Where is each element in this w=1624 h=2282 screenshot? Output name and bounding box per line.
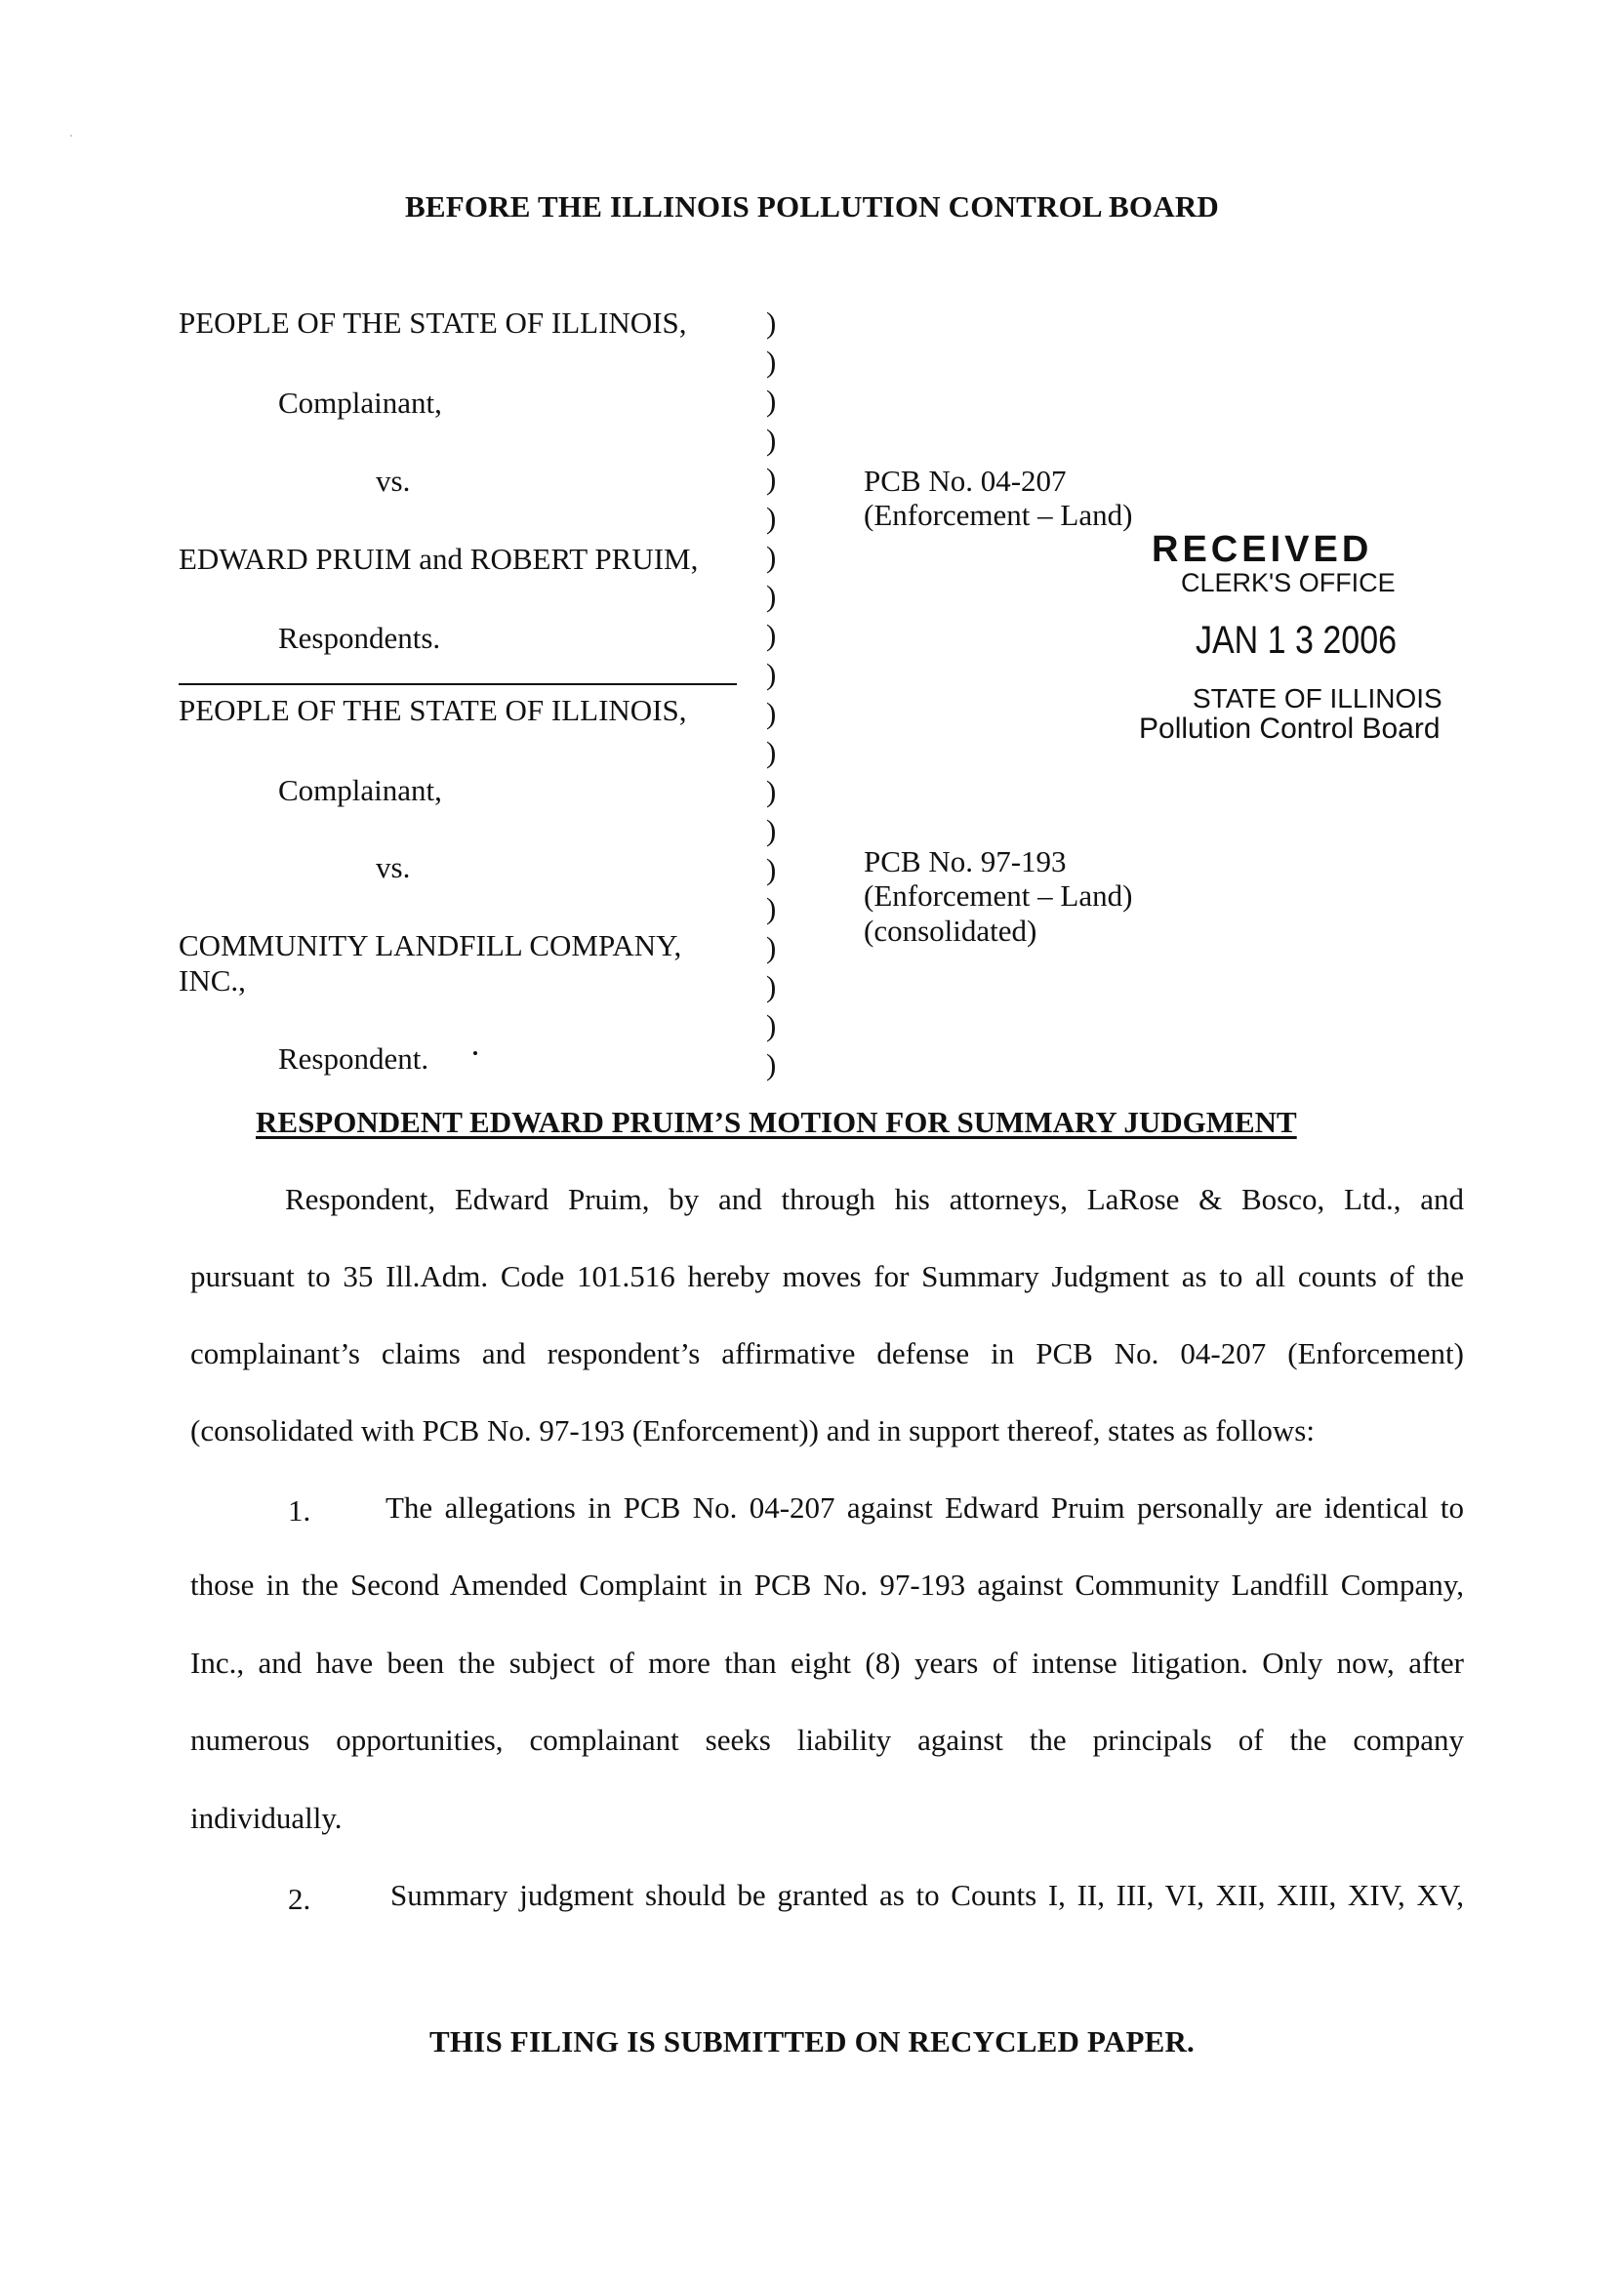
body-line: pursuant to 35 Ill.Adm. Code 101.516 hereby moves for Summary Judgment as to all counts of the xyxy=(190,1259,1464,1293)
caption-paren: ) xyxy=(766,579,777,613)
caption-paren: ) xyxy=(766,1008,777,1042)
caption-paren: ) xyxy=(766,618,777,652)
para1-line: those in the Second Amended Complaint in PCB No. 97-193 against Community Landfill Company, xyxy=(190,1568,1464,1602)
caption-paren: ) xyxy=(766,1047,777,1081)
caption-paren: ) xyxy=(766,852,777,886)
received-stamp-date: JAN 1 3 2006 xyxy=(1196,619,1398,662)
caption-paren: ) xyxy=(766,306,777,340)
para2-number: 2. xyxy=(288,1882,311,1916)
caption-paren: ) xyxy=(766,501,777,535)
para1-line: The allegations in PCB No. 04-207 against Edward Pruim personally are identical to xyxy=(386,1490,1464,1525)
recycled-paper-footer: THIS FILING IS SUBMITTED ON RECYCLED PAPER. xyxy=(428,2024,1196,2058)
case1-complainant-name: PEOPLE OF THE STATE OF ILLINOIS, xyxy=(179,306,687,340)
received-stamp-office: CLERK'S OFFICE xyxy=(1181,568,1396,597)
caption-paren: ) xyxy=(766,813,777,847)
board-heading: BEFORE THE ILLINOIS POLLUTION CONTROL BOARD xyxy=(404,189,1220,224)
stray-mark xyxy=(473,1051,477,1055)
para1-number: 1. xyxy=(288,1493,311,1528)
case2-number: PCB No. 97-193 xyxy=(864,844,1067,878)
caption-paren: ) xyxy=(766,345,777,379)
caption-paren: ) xyxy=(766,891,777,925)
case1-respondent-role: Respondents. xyxy=(278,621,441,655)
case2-type: (Enforcement – Land) xyxy=(864,878,1133,913)
para2-line: Summary judgment should be granted as to Counts I, II, III, VI, XII, XIII, XIV, XV, xyxy=(390,1878,1464,1912)
case2-respondent-name-line1: COMMUNITY LANDFILL COMPANY, xyxy=(179,928,682,962)
caption-paren: ) xyxy=(766,423,777,457)
para1-line: individually. xyxy=(190,1801,343,1835)
para1-line: Inc., and have been the subject of more than eight (8) years of intense litigation. Only now, after xyxy=(190,1646,1464,1680)
body-line: Respondent, Edward Pruim, by and through his attorneys, LaRose & Bosco, Ltd., and xyxy=(285,1182,1464,1216)
caption-paren: ) xyxy=(766,462,777,496)
case2-complainant-name: PEOPLE OF THE STATE OF ILLINOIS, xyxy=(179,693,687,727)
case1-vs: vs. xyxy=(376,464,411,498)
caption-paren: ) xyxy=(766,384,777,418)
received-stamp-title: RECEIVED xyxy=(1152,529,1373,570)
case2-complainant-role: Complainant, xyxy=(278,773,442,807)
body-line: complainant’s claims and respondent’s affirmative defense in PCB No. 04-207 (Enforcement) xyxy=(190,1336,1464,1370)
case2-consolidated: (consolidated) xyxy=(864,914,1037,948)
caption-paren: ) xyxy=(766,774,777,808)
para1-line: numerous opportunities, complainant seeks liability against the principals of the company xyxy=(190,1723,1464,1757)
case2-respondent-role: Respondent. xyxy=(278,1041,429,1076)
received-stamp-board: Pollution Control Board xyxy=(1139,713,1441,745)
case1-type: (Enforcement – Land) xyxy=(864,498,1133,532)
caption-paren: ) xyxy=(766,969,777,1003)
scan-speck xyxy=(70,135,72,137)
motion-title: RESPONDENT EDWARD PRUIM’S MOTION FOR SUMMARY JUDGMENT xyxy=(256,1105,1297,1139)
caption-divider xyxy=(179,683,737,685)
caption-paren: ) xyxy=(766,696,777,730)
case2-vs: vs. xyxy=(376,850,411,884)
body-line: (consolidated with PCB No. 97-193 (Enforcement)) and in support thereof, states as follows: xyxy=(190,1413,1315,1447)
case1-complainant-role: Complainant, xyxy=(278,386,442,420)
case1-respondent-name: EDWARD PRUIM and ROBERT PRUIM, xyxy=(179,542,699,576)
caption-paren: ) xyxy=(766,930,777,964)
caption-paren: ) xyxy=(766,735,777,769)
case2-respondent-name-line2: INC., xyxy=(179,963,246,998)
case1-number: PCB No. 04-207 xyxy=(864,464,1067,498)
caption-paren: ) xyxy=(766,540,777,574)
caption-paren: ) xyxy=(766,657,777,691)
received-stamp-state: STATE OF ILLINOIS xyxy=(1193,683,1442,713)
